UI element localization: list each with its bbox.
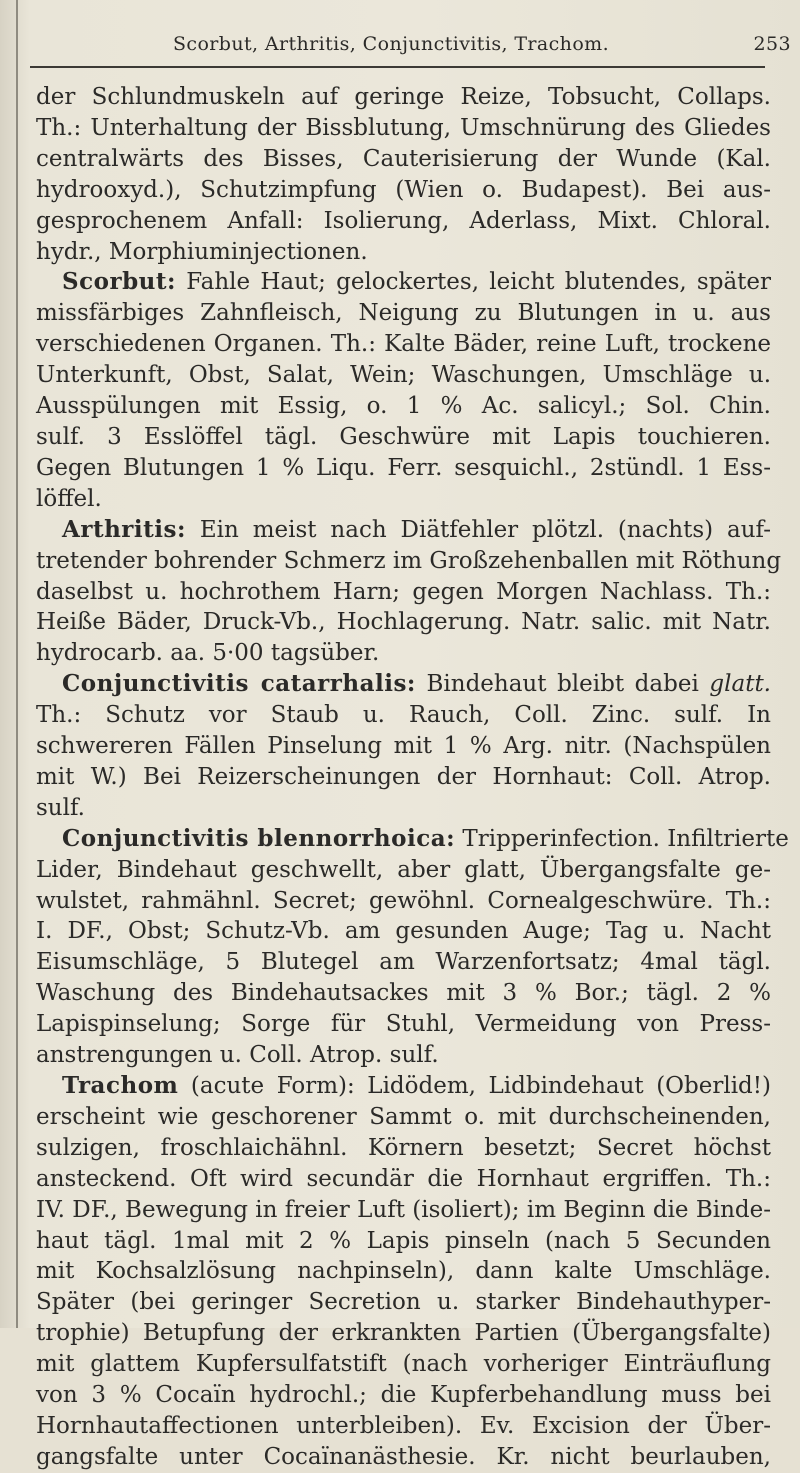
text-line [36,1256,771,1287]
entry-keyword: Conjunctivitis catarrhalis: [62,670,416,698]
line-text: mit W.) Bei Reizerscheinungen der Hornhaut: Coll. Atrop. [36,763,771,790]
line-text: Fahle Haut; gelockertes, leicht blutendes, später [186,269,772,296]
text-line [36,144,771,175]
text-line [36,484,771,515]
line-text: Waschung des Bindehautsackes mit 3 % Bor.; tägl. 2 % [36,980,771,1007]
text-line [36,391,771,422]
text-line [36,947,771,978]
text-line [36,1226,771,1257]
line-text: sulf. [36,794,85,821]
line-text: tretender bohrender Schmerz im Großzehenballen mit Röthung [36,547,782,574]
text-line [36,978,771,1009]
entry-keyword: Trachom [62,1072,179,1099]
text-line [36,855,771,886]
text-line [36,1040,771,1071]
text-line [36,793,771,824]
running-head: Scorbut, Arthritis, Conjunctivitis, Trachom. [173,33,610,55]
text-line [36,1380,771,1411]
text-line [36,82,771,113]
line-text: trophie) Betupfung der erkrankten Partien (Übergangsfalte) [36,1320,771,1347]
text-line [36,1009,771,1040]
line-text: ansteckend. Oft wird secundär die Hornhaut ergriffen. Th.: [36,1165,771,1192]
line-text: hydrocarb. aa. 5·00 tagsüber. [36,640,380,667]
text-line [36,916,771,947]
line-text: Tripperinfection. Infiltrierte [462,825,789,852]
text-line [36,1318,771,1349]
line-text: mit Kochsalzlösung nachpinseln), dann kalte Umschläge. [36,1258,771,1285]
line-text: gesprochenem Anfall: Isolierung, Aderlass, Mixt. Chloral. [36,207,771,234]
line-text: centralwärts des Bisses, Cauterisierung der Wunde (Kal. [36,145,771,172]
line-text: anstrengungen u. Coll. Atrop. sulf. [36,1042,439,1069]
page-edge-shadow [16,0,18,1328]
text-line [36,206,771,237]
text-line [36,577,771,608]
text-line [36,638,771,669]
text-line [36,1102,771,1133]
line-text: Bindehaut bleibt dabei [426,671,699,698]
text-line [36,298,771,329]
line-text: der Schlundmuskeln auf geringe Reize, Tobsucht, Collaps. [36,84,771,110]
page-header [36,30,793,58]
line-text: schwereren Fällen Pinselung mit 1 % Arg. nitr. (Nachspülen [36,733,771,760]
text-line [36,1195,771,1226]
text-line [36,1164,771,1195]
line-text: von 3 % Cocaïn hydrochl.; die Kupferbehandlung muss bei [36,1382,771,1409]
text-line [36,1442,771,1473]
line-text: Hornhautaffectionen unterbleiben). Ev. Excision der Über- [36,1412,771,1439]
line-text: hydr., Morphiuminjectionen. [36,238,368,265]
line-text: Lider, Bindehaut geschwellt, aber glatt, Übergangsfalte ge- [36,856,771,883]
line-text: erscheint wie geschorener Sammt o. mit durchscheinenden, [36,1103,771,1130]
line-text: missfärbiges Zahnfleisch, Neigung zu Blutungen in u. aus [36,300,771,327]
page-number: 253 [753,33,791,55]
line-text: Heiße Bäder, Druck-Vb., Hochlagerung. Natr. salic. mit Natr. [36,609,771,636]
text-line [36,113,771,144]
text-line [36,329,771,360]
text-line [36,762,771,793]
line-text: Th.: Unterhaltung der Bissblutung, Umschnürung des Gliedes [36,114,771,141]
entry-keyword: Conjunctivitis blennorrhoica: [62,824,456,852]
text-line [36,175,771,206]
text-line [36,607,771,638]
line-text: Unterkunft, Obst, Salat, Wein; Waschungen, Umschläge u. [36,362,771,389]
line-text: I. DF., Obst; Schutz-Vb. am gesunden Auge; Tag u. Nacht [36,918,771,945]
text-line [36,1133,771,1164]
text-line [36,700,771,731]
line-text: Gegen Blutungen 1 % Liqu. Ferr. sesquichl., 2stündl. 1 Ess- [36,454,771,481]
text-line [36,1349,771,1380]
text-line [36,453,771,484]
emphasis-text: glatt. [709,671,771,698]
line-text: daselbst u. hochrothem Harn; gegen Morgen Nachlass. Th.: [36,578,771,605]
line-text: Eisumschläge, 5 Blutegel am Warzenfortsatz; 4mal tägl. [36,949,771,976]
text-line [36,886,771,917]
body-text [36,82,789,1473]
line-text: (acute Form): Lidödem, Lidbindehaut (Oberlid!) [190,1073,771,1099]
text-line [36,422,771,453]
line-text: löffel. [36,485,102,512]
entry-heading-line [36,1071,771,1102]
entry-heading-line [36,267,771,298]
entry-keyword: Arthritis: [62,515,186,543]
text-line [36,546,782,577]
line-text: hydrooxyd.), Schutzimpfung (Wien o. Budapest). Bei aus- [36,176,771,203]
text-line [36,360,771,391]
header-rule [30,66,765,68]
line-text: mit glattem Kupfersulfatstift (nach vorheriger Einträuflung [36,1351,771,1378]
line-text: haut tägl. 1mal mit 2 % Lapis pinseln (nach 5 Secunden [36,1227,771,1254]
line-text: sulf. 3 Esslöffel tägl. Geschwüre mit Lapis touchieren. [36,423,771,450]
text-line [36,237,771,268]
text-line [36,1287,771,1318]
line-text: Später (bei geringer Secretion u. starker Bindehauthyper- [36,1289,771,1316]
entry-heading-line [36,669,771,700]
line-text: gangsfalte unter Cocaïnanästhesie. Kr. nicht beurlauben, [36,1443,771,1470]
line-text: Ein meist nach Diätfehler plötzl. (nachts) auf- [199,516,771,543]
entry-keyword: Scorbut: [62,268,176,296]
line-text: Ausspülungen mit Essig, o. 1 % Ac. salicyl.; Sol. Chin. [36,393,771,420]
line-text: Lapispinselung; Sorge für Stuhl, Vermeidung von Press- [36,1011,771,1038]
line-text: IV. DF., Bewegung in freier Luft (isoliert); im Beginn die Binde- [36,1196,772,1223]
text-line [36,731,771,762]
text-line [36,1411,771,1442]
entry-heading-line [36,824,789,855]
line-text: verschiedenen Organen. Th.: Kalte Bäder, reine Luft, trockene [36,331,771,358]
entry-heading-line [36,515,771,546]
line-text: Th.: Schutz vor Staub u. Rauch, Coll. Zinc. sulf. In [36,702,771,729]
line-text: sulzigen, froschlaichähnl. Körnern besetzt; Secret höchst [36,1134,771,1161]
line-text: wulstet, rahmähnl. Secret; gewöhnl. Cornealgeschwüre. Th.: [36,887,771,914]
